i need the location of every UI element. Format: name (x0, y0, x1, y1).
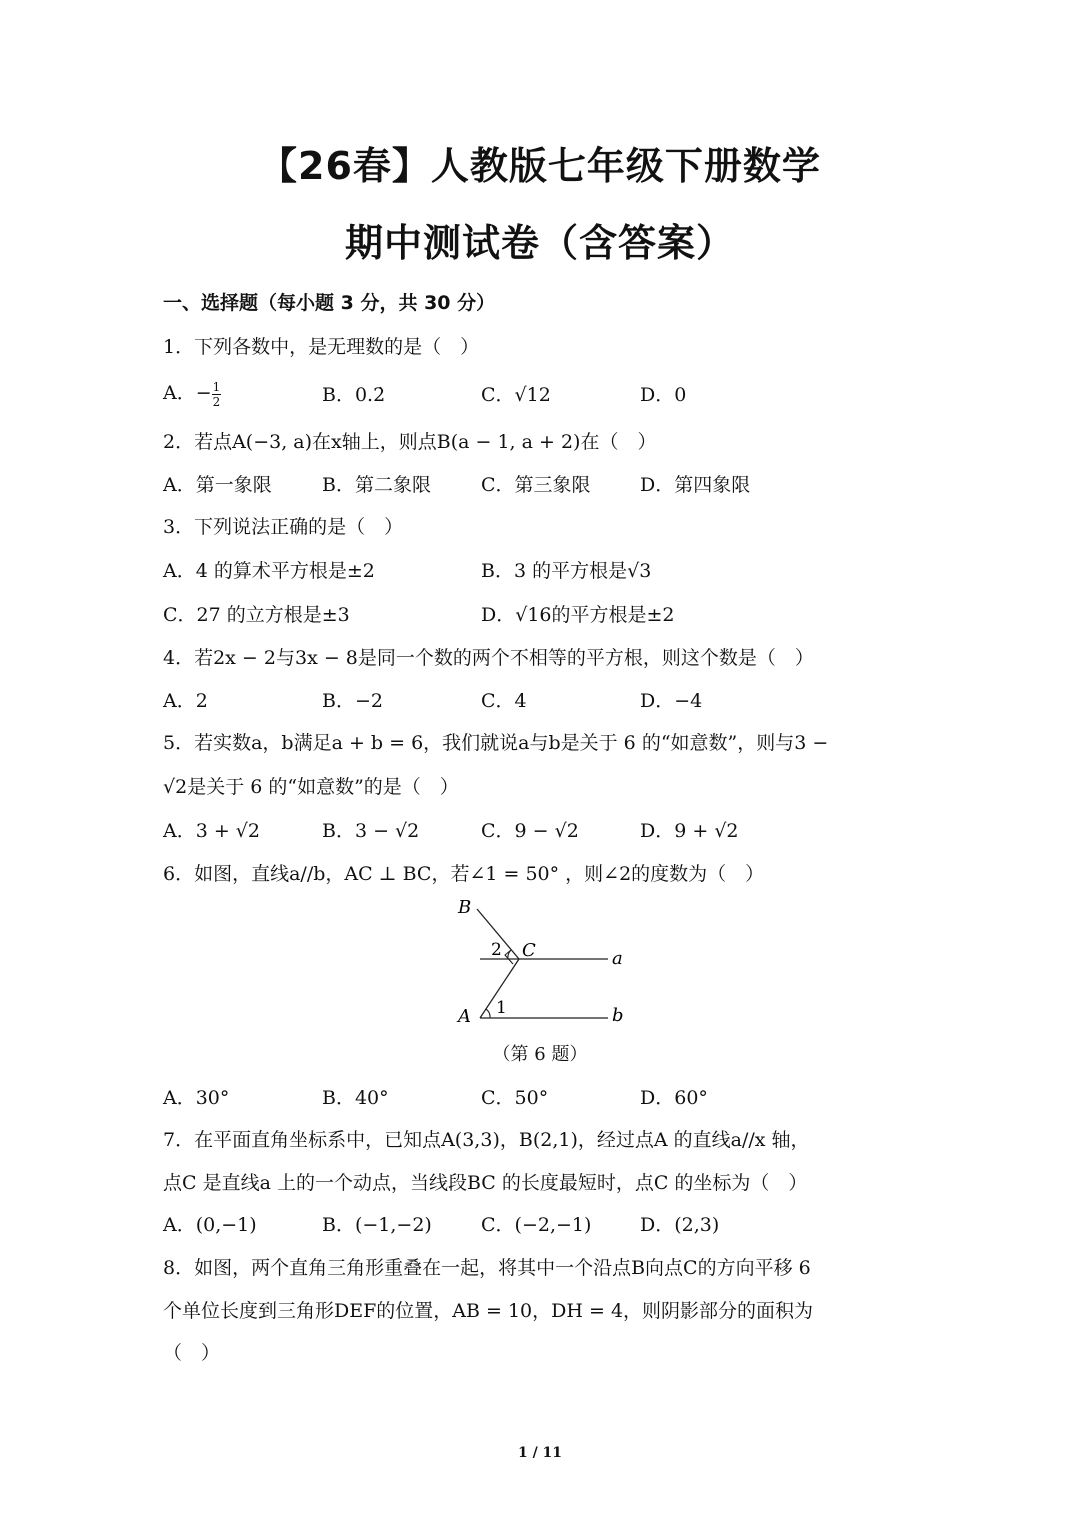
figure-caption: （第 6 题） (492, 1044, 588, 1065)
question-3-stem: 3．下列说法正确的是（ ） (163, 516, 404, 538)
question-4-stem: 4．若2x − 2与3x − 8是同一个数的两个不相等的平方根，则这个数是（ ） (163, 647, 814, 669)
question-8-stem-line1: 8．如图，两个直角三角形重叠在一起，将其中一个沿点B向点C的方向平移 6 (163, 1257, 811, 1279)
question-7-option-d: D．(2,3) (640, 1214, 720, 1236)
question-1-stem: 1．下列各数中，是无理数的是（ ） (163, 336, 480, 358)
fraction-denominator: 2 (212, 394, 221, 409)
question-5-option-d: D．9 + √2 (640, 820, 739, 842)
section-heading: 一、选择题（每小题 3 分，共 30 分） (163, 292, 496, 314)
question-5-option-c: C．9 − √2 (481, 820, 579, 842)
question-5-stem-line2: √2是关于 6 的“如意数”的是（ ） (163, 776, 459, 798)
question-8-stem-line2: 个单位长度到三角形DEF的位置，AB = 10，DH = 4，则阴影部分的面积为 (163, 1300, 814, 1322)
question-1-option-c: C．√12 (481, 384, 551, 406)
question-3-option-c: C．27 的立方根是±3 (163, 604, 350, 626)
label-line-a: a (612, 948, 623, 969)
question-7-stem-line1: 7．在平面直角坐标系中，已知点A(3,3)，B(2,1)，经过点A 的直线a//x 轴， (163, 1129, 810, 1151)
question-6-figure (450, 893, 640, 1033)
fraction-numerator: 1 (212, 379, 221, 394)
question-7-stem-line2: 点C 是直线a 上的一个动点，当线段BC 的长度最短时，点C 的坐标为（ ） (163, 1172, 808, 1194)
question-3-option-b: B．3 的平方根是√3 (481, 560, 652, 582)
question-1-option-b: B．0.2̇ (322, 384, 386, 406)
question-4-option-b: B．−2 (322, 690, 383, 712)
question-7-option-a: A．(0,−1) (163, 1214, 257, 1236)
question-6-option-a: A．30° (163, 1087, 230, 1109)
question-6-option-c: C．50° (481, 1087, 549, 1109)
question-3-option-d: D．√16的平方根是±2 (481, 604, 675, 626)
question-6-stem: 6．如图，直线a//b，AC ⊥ BC，若∠1 = 50° ，则∠2的度数为（ ） (163, 863, 765, 885)
question-5-stem-line1: 5．若实数a，b满足a + b = 6，我们就说a与b是关于 6 的“如意数”，则与3 − (163, 732, 829, 754)
document-title-line2: 期中测试卷（含答案） (344, 221, 735, 265)
question-8-stem-line3: （ ） (163, 1342, 221, 1364)
question-4-option-d: D．−4 (640, 690, 703, 712)
question-2-option-a: A．第一象限 (163, 474, 272, 496)
fraction (212, 380, 222, 409)
question-5-option-a: A．3 + √2 (163, 820, 261, 842)
question-4-option-c: C．4 (481, 690, 527, 712)
label-angle-1: 1 (496, 998, 507, 1018)
label-c-point: C (522, 940, 536, 961)
question-3-option-a: A．4 的算术平方根是±2 (163, 560, 375, 582)
option-a-label: A．− (163, 382, 212, 404)
document-title-line1: 【26春】人教版七年级下册数学 (259, 144, 821, 188)
question-7-option-c: C．(−2,−1) (481, 1214, 592, 1236)
question-2-stem: 2．若点A(−3, a)在x轴上，则点B(a − 1, a + 2)在（ ） (163, 431, 657, 453)
label-line-b: b (612, 1005, 624, 1026)
question-6-option-d: D．60° (640, 1087, 708, 1109)
label-a-point: A (458, 1006, 471, 1027)
question-5-option-b: B．3 − √2 (322, 820, 420, 842)
label-b-point: B (458, 897, 472, 918)
question-4-option-a: A．2 (163, 690, 208, 712)
question-2-option-b: B．第二象限 (322, 474, 431, 496)
question-1-option-a (163, 378, 221, 409)
question-7-option-b: B．(−1,−2) (322, 1214, 432, 1236)
question-2-option-d: D．第四象限 (640, 474, 751, 496)
question-6-option-b: B．40° (322, 1087, 389, 1109)
page-number: 1 / 11 (517, 1445, 563, 1461)
question-1-option-d: D．0 (640, 384, 687, 406)
angle-1-arc (486, 1009, 490, 1018)
angle-2-arc (508, 950, 511, 959)
label-angle-2: 2 (491, 940, 502, 960)
question-2-option-c: C．第三象限 (481, 474, 591, 496)
